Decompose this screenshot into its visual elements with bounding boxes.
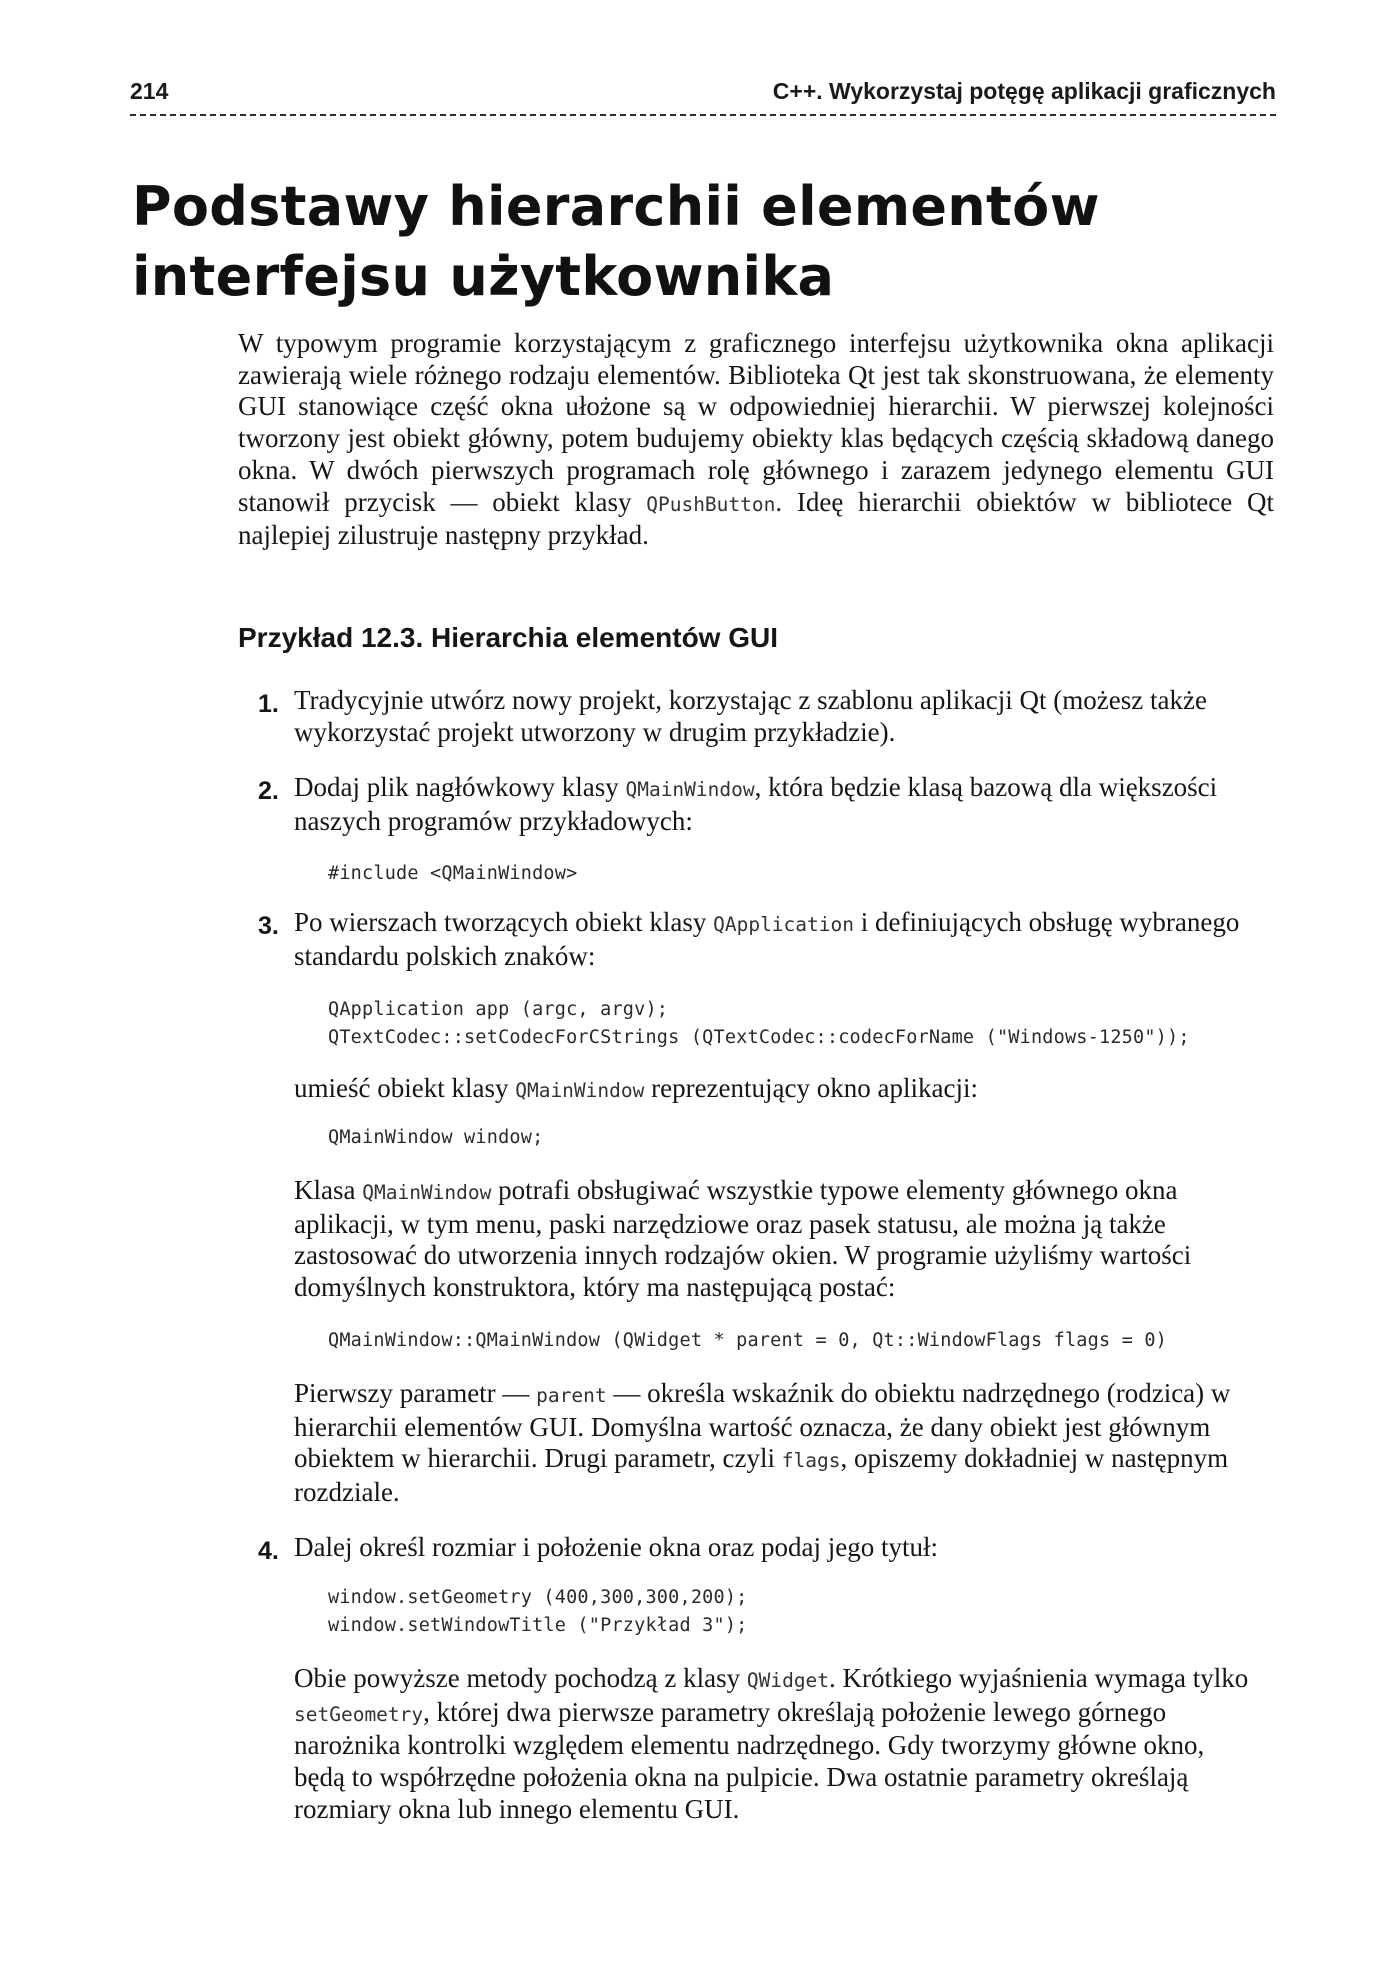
step-4-paragraph-2 — [294, 1663, 1254, 1826]
inline-code-qmainwindow-3: QMainWindow — [362, 1181, 492, 1204]
inline-code-qapplication: QApplication — [713, 913, 854, 936]
step-3-p2-b: reprezentujący okno aplikacji: — [651, 1073, 978, 1103]
code-setcodec: QTextCodec::setCodecForCStrings (QTextCodec::codecForName ("Windows-1250")); — [328, 1027, 1190, 1048]
inline-code-qmainwindow: QMainWindow — [625, 778, 755, 801]
step-3-text — [294, 907, 1254, 972]
step-2-number: 2. — [258, 777, 279, 805]
running-header — [130, 78, 1276, 112]
step-3-paragraph-2 — [294, 1073, 1254, 1107]
step-3-p3-b: potrafi obsługiwać wszystkie typowe elementy głównego okna aplikacji, w tym menu, paski narzędziowe oraz pasek statusu, ale można ją także zastosować do utworzenia innych rodzajów okien. W programie użyliśmy wartości domyślnych konstruktora, który ma następującą postać: — [294, 1175, 1192, 1303]
step-3-p3-a: Klasa — [294, 1175, 356, 1205]
page-number: 214 — [130, 78, 169, 104]
code-include: #include <QMainWindow> — [328, 863, 578, 884]
step-3-p4-a: Pierwszy parametr — — [294, 1378, 530, 1408]
code-constructor: QMainWindow::QMainWindow (QWidget * parent = 0, Qt::WindowFlags flags = 0) — [328, 1330, 1168, 1351]
step-4-p2-c: , której dwa pierwsze parametry określają położenie lewego górnego narożnika kontrolki względem elementu nadrzędnego. Gdy tworzymy główne okno, będą to współrzędne położenia okna na pulpicie. Dwa ostatnie parametry określają rozmiary okna lub innego elementu GUI. — [294, 1696, 1205, 1824]
inline-code-qpushbutton: QPushButton — [646, 492, 776, 516]
step-1-number: 1. — [258, 690, 279, 718]
inline-code-flags: flags — [781, 1449, 841, 1473]
step-4-p2-a: Obie powyższe metody pochodzą z klasy — [294, 1663, 741, 1693]
intro-text-end: . Ideę hierarchii obiektów w bibliotece Qt najlepiej zilustruje następny przykład. — [238, 486, 1274, 551]
code-window-declaration: QMainWindow window; — [328, 1127, 544, 1148]
inline-code-setgeometry: setGeometry — [294, 1702, 424, 1726]
step-3-p2-a: umieść obiekt klasy — [294, 1073, 509, 1103]
inline-code-qmainwindow-2: QMainWindow — [515, 1079, 645, 1102]
header-rule — [130, 114, 1276, 116]
step-3-p4-c: , opiszemy dokładniej w następnym rozdziale. — [294, 1443, 1229, 1508]
intro-text: W typowym programie korzystającym z graficznego interfejsu użytkownika okna aplikacji zawierają wiele różnego rodzaju elementów. Biblioteka Qt jest tak skonstruowana, że elementy GUI stanowiące część okna ułożone są w odpowiedniej hierarchii. W pierwszej kolejności tworzony jest obiekt główny, potem budujemy obiekty klas będących częścią składową danego okna. W dwóch pierwszych programach rolę głównego i zarazem jedynego elementu GUI stanowił przycisk — obiekt klasy — [238, 328, 1274, 517]
step-3-paragraph-4 — [294, 1378, 1254, 1509]
section-title: Podstawy hierarchii elementów interfejsu użytkownika — [132, 175, 1100, 308]
step-1-text: Tradycyjnie utwórz nowy projekt, korzystając z szablonu aplikacji Qt (możesz także wykorzystać projekt utworzony w drugim przykładzie). — [294, 685, 1207, 747]
step-3-p4-b: — określa wskaźnik do obiektu nadrzędnego (rodzica) w hierarchii elementów GUI. Domyślna wartość oznacza, że dany obiekt jest głównym obiektem w hierarchii. Drugi parametr, czyli — [294, 1378, 1231, 1474]
step-2-text — [294, 772, 1254, 837]
inline-code-qwidget: QWidget — [746, 1669, 830, 1692]
code-setwindowtitle: window.setWindowTitle ("Przykład 3"); — [328, 1615, 748, 1636]
step-4-number: 4. — [258, 1537, 279, 1565]
step-3-text-a: Po wierszach tworzących obiekt klasy — [294, 907, 707, 937]
intro-paragraph — [238, 328, 1274, 552]
code-setgeometry: window.setGeometry (400,300,300,200); — [328, 1587, 748, 1608]
inline-code-parent: parent — [536, 1384, 607, 1407]
code-qapplication: QApplication app (argc, argv); — [328, 999, 669, 1020]
step-3-text-b: i definiujących obsługę wybranego standardu polskich znaków: — [294, 907, 1240, 971]
example-heading: Przykład 12.3. Hierarchia elementów GUI — [238, 622, 779, 653]
step-3-number: 3. — [258, 912, 279, 940]
step-3-paragraph-3 — [294, 1175, 1254, 1304]
step-2-text-a: Dodaj plik nagłówkowy klasy — [294, 772, 619, 802]
step-2-text-b: , która będzie klasą bazową dla większości naszych programów przykładowych: — [294, 772, 1218, 836]
step-4-p2-b: . Krótkiego wyjaśnienia wymaga tylko — [829, 1663, 1249, 1693]
step-4-text: Dalej określ rozmiar i położenie okna oraz podaj jego tytuł: — [294, 1532, 939, 1562]
book-title: C++. Wykorzystaj potęgę aplikacji graficznych — [772, 78, 1276, 104]
